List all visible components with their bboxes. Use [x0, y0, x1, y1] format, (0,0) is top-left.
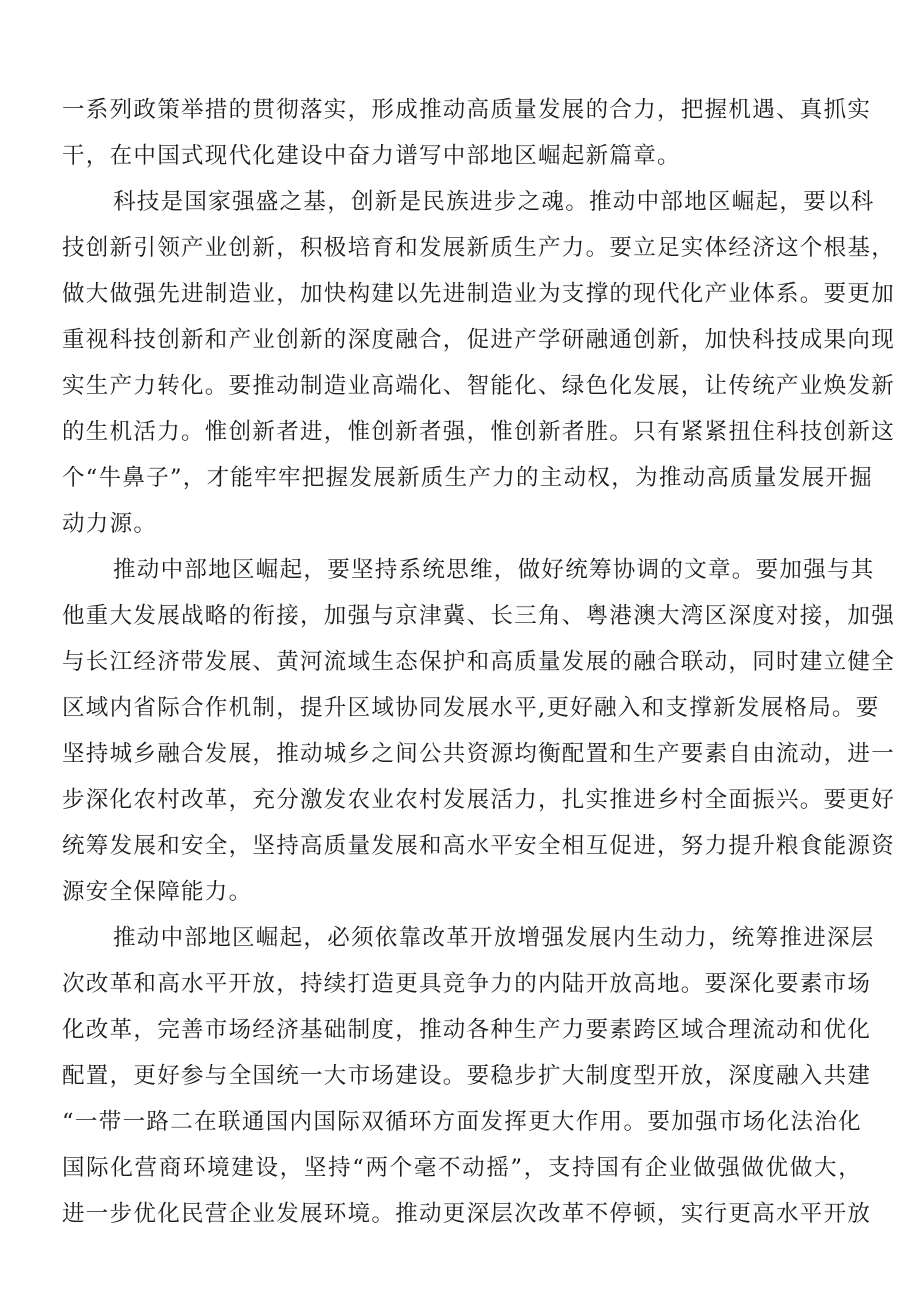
text-line: 国际化营商环境建设，坚持“两个毫不动摇”，支持国有企业做强做优做大，	[62, 1155, 862, 1181]
text-line: 源安全保障能力。	[62, 879, 253, 905]
text-line: 化改革，完善市场经济基础制度，推动各种生产力要素跨区域合理流动和优化	[62, 1017, 872, 1043]
text-line: 重视科技创新和产业创新的深度融合，促进产学研融通创新，加快科技成果向现	[62, 327, 896, 353]
paragraph-start-line: 推动中部地区崛起，要坚持系统思维，做好统筹协调的文章。要加强与其	[113, 557, 875, 583]
text-line: 一系列政策举措的贯彻落实，形成推动高质量发展的合力，把握机遇、真抓实	[62, 97, 872, 123]
text-line: 与长江经济带发展、黄河流域生态保护和高质量发展的融合联动，同时建立健全	[62, 649, 896, 675]
paragraph-start-line: 推动中部地区崛起，必须依靠改革开放增强发展内生动力，统筹推进深层	[113, 925, 875, 951]
text-line: 统筹发展和安全，坚持高质量发展和高水平安全相互促进，努力提升粮食能源资	[62, 833, 896, 859]
text-line: 他重大发展战略的衔接，加强与京津冀、长三角、粤港澳大湾区深度对接，加强	[62, 603, 896, 629]
text-line: 个“牛鼻子”，才能牢牢把握发展新质生产力的主动权，为推动高质量发展开掘	[62, 465, 874, 491]
text-line: 的生机活力。惟创新者进，惟创新者强，惟创新者胜。只有紧紧扭住科技创新这	[62, 419, 896, 445]
text-line: 区域内省际合作机制，提升区域协同发展水平,更好融入和支撑新发展格局。要	[62, 695, 880, 721]
text-line: 坚持城乡融合发展，推动城乡之间公共资源均衡配置和生产要素自由流动，进一	[62, 741, 896, 767]
text-line: 做大做强先进制造业，加快构建以先进制造业为支撑的现代化产业体系。要更加	[62, 281, 896, 307]
text-line: 动力源。	[62, 511, 158, 537]
text-line: 步深化农村改革，充分激发农业农村发展活力，扎实推进乡村全面振兴。要更好	[62, 787, 896, 813]
text-line: 进一步优化民营企业发展环境。推动更深层次改革不停顿，实行更高水平开放	[62, 1201, 872, 1227]
text-line: “一带一路二在联通国内国际双循环方面发挥更大作用。要加强市场化法治化	[62, 1109, 862, 1135]
paragraph-start-line: 科技是国家强盛之基，创新是民族进步之魂。推动中部地区崛起，要以科	[113, 189, 875, 215]
text-line: 技创新引领产业创新，积极培育和发展新质生产力。要立足实体经济这个根基，	[62, 235, 896, 261]
text-line: 配置，更好参与全国统一大市场建设。要稳步扩大制度型开放，深度融入共建	[62, 1063, 872, 1089]
text-line: 干，在中国式现代化建设中奋力谱写中部地区崛起新篇章。	[62, 143, 681, 169]
text-line: 次改革和高水平开放，持续打造更具竞争力的内陆开放高地。要深化要素市场	[62, 971, 872, 997]
text-line: 实生产力转化。要推动制造业高端化、智能化、绿色化发展，让传统产业焕发新	[62, 373, 896, 399]
